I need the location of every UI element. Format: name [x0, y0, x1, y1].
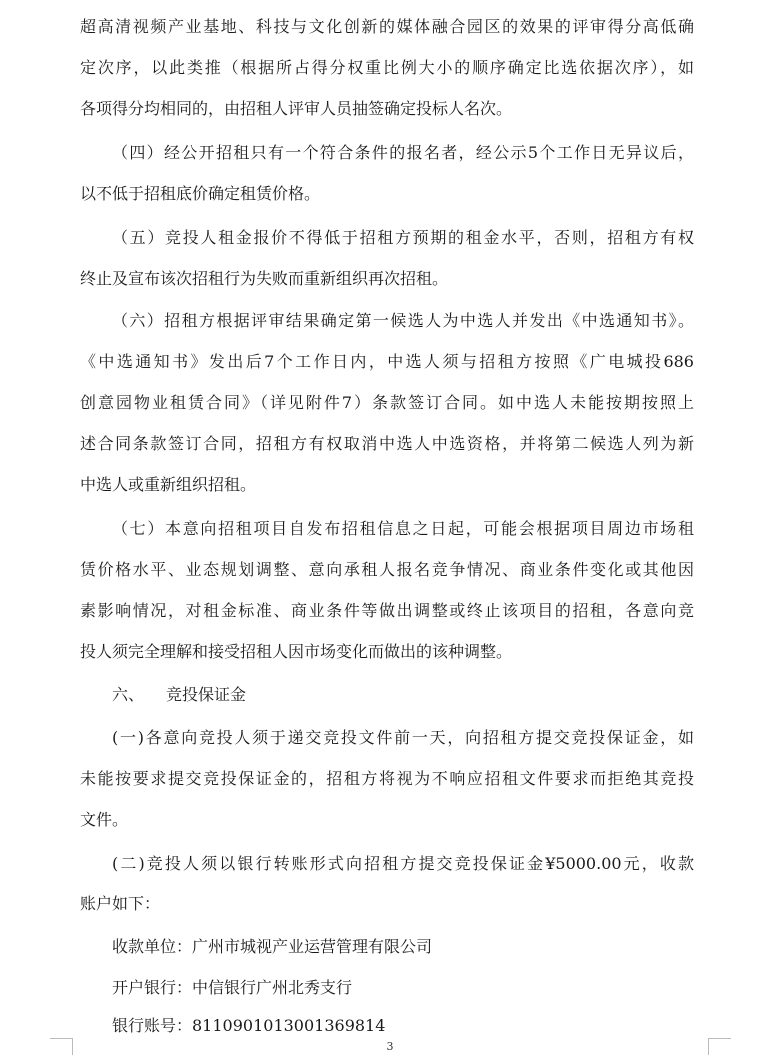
page-number: 3: [386, 1040, 394, 1053]
paragraph-line: 素影响情况，对租金标准、商业条件等做出调整或终止该项目的招租，各意向竞: [80, 601, 694, 620]
paragraph-line: （七）本意向招租项目自发布招租信息之日起，可能会根据项目周边市场租: [112, 519, 694, 538]
paragraph-line: 述合同条款签订合同，招租方有权取消中选人中选资格，并将第二候选人列为新: [80, 434, 694, 453]
section-heading: [112, 684, 246, 706]
paragraph-line: （五）竞投人租金报价不得低于招租方预期的租金水平，否则，招租方有权: [112, 228, 694, 247]
paragraph-line: 账户如下：: [80, 894, 161, 913]
paragraph-line: 终止及宣布该次招租行为失败而重新组织再次招租。: [80, 269, 449, 288]
paragraph-line: 超高清视频产业基地、科技与文化创新的媒体融合园区的效果的评审得分高低确: [80, 17, 694, 36]
paragraph-line: 未能按要求提交竞投保证金的，招租方将视为不响应招租文件要求而拒绝其竞投: [80, 769, 694, 788]
paragraph-line: （六）招租方根据评审结果确定第一候选人为中选人并发出《中选通知书》。: [112, 311, 694, 330]
section-number: 六、: [112, 685, 145, 704]
paragraph-line: 创意园物业租赁合同》（详见附件7）条款签订合同。如中选人未能按期按照上: [80, 393, 694, 412]
account-payee: 收款单位：广州市城视产业运营管理有限公司: [112, 937, 433, 956]
paragraph-line: （四）经公开招租只有一个符合条件的报名者，经公示5个工作日无异议后，: [112, 143, 694, 162]
paragraph-line: 投人须完全理解和接受招租人因市场变化而做出的该种调整。: [80, 642, 513, 661]
paragraph-line: (二)竞投人须以银行转账形式向招租方提交竞投保证金¥5000.00元，收款: [112, 854, 694, 873]
section-title: 竞投保证金: [166, 685, 247, 704]
paragraph-line: 以不低于招租底价确定租赁价格。: [80, 184, 321, 203]
paragraph-line: 定次序，以此类推（根据所占得分权重比例大小的顺序确定比选依据次序），如: [80, 58, 694, 77]
paragraph-line: 各项得分均相同的，由招租人评审人员抽签确定投标人名次。: [80, 99, 513, 118]
account-number: 银行账号：8110901013001369814: [112, 1016, 386, 1035]
paragraph-line: 中选人或重新组织招租。: [80, 475, 257, 494]
paragraph-line: 赁价格水平、业态规划调整、意向承租人报名竞争情况、商业条件变化或其他因: [80, 560, 694, 579]
paragraph-line: 《中选通知书》发出后7个工作日内，中选人须与招租方按照《广电城投686: [80, 352, 694, 371]
paragraph-line: (一)各意向竞投人须于递交竞投文件前一天，向招租方提交竞投保证金，如: [112, 728, 694, 747]
paragraph-line: 文件。: [80, 810, 129, 829]
account-bank: 开户银行：中信银行广州北秀支行: [112, 978, 353, 997]
